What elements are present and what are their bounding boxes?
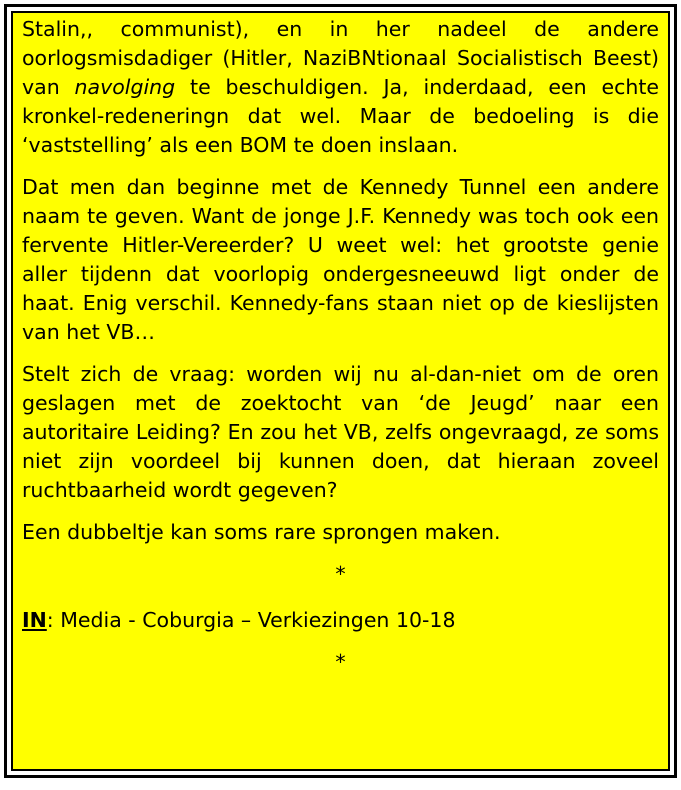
paragraph-4: Een dubbeltje kan soms rare sprongen maken. — [22, 520, 501, 544]
paragraph-3: Stelt zich de vraag: worden wij nu al-dan-niet om de oren geslagen met de zoektocht van ‘de Jeugd’ naar een autoritaire Leiding? En zou het VB, zelfs ongevraagd, ze soms niet zijn voordeel bij kunnen doen, dat hieraan zoveel ruchtbaarheid wordt gegeven? — [22, 362, 659, 502]
paragraph-1 — [22, 15, 659, 160]
source-line — [22, 606, 659, 635]
document-body — [22, 15, 659, 677]
source-text: : Media - Coburgia – Verkiezingen 10-18 — [46, 608, 456, 632]
paragraph-2: Dat men dan beginne met de Kennedy Tunnel een andere naam te geven. Want de jonge J.F. Kennedy was toch ook een fervente Hitler-Vereerder? U weet wel: het grootste genie aller tijdenn dat voorlopig ondergesneeuwd ligt onder de haat. Enig verschil. Kennedy-fans staan niet op de kieslijsten van het VB… — [22, 175, 659, 344]
source-label: IN — [22, 608, 47, 632]
page-border-outer — [4, 4, 677, 778]
separator-star-bottom: * — [335, 650, 346, 674]
separator-star-top: * — [335, 562, 346, 586]
paragraph-1-text-b: te beschuldigen. Ja, inderdaad, een echte kronkel-redeneringn dat wel. Maar de bedoeling is die ‘vaststelling’ als een BOM te doen inslaan. — [22, 75, 659, 157]
page-border-inner — [11, 11, 670, 771]
paragraph-1-emphasis: navolging — [74, 75, 176, 99]
paragraph-1-text-a: Stalin,, communist), en in her nadeel de andere oorlogsmisdadiger (Hitler, NaziBNtionaal Socialistisch Beest) van — [22, 17, 659, 99]
